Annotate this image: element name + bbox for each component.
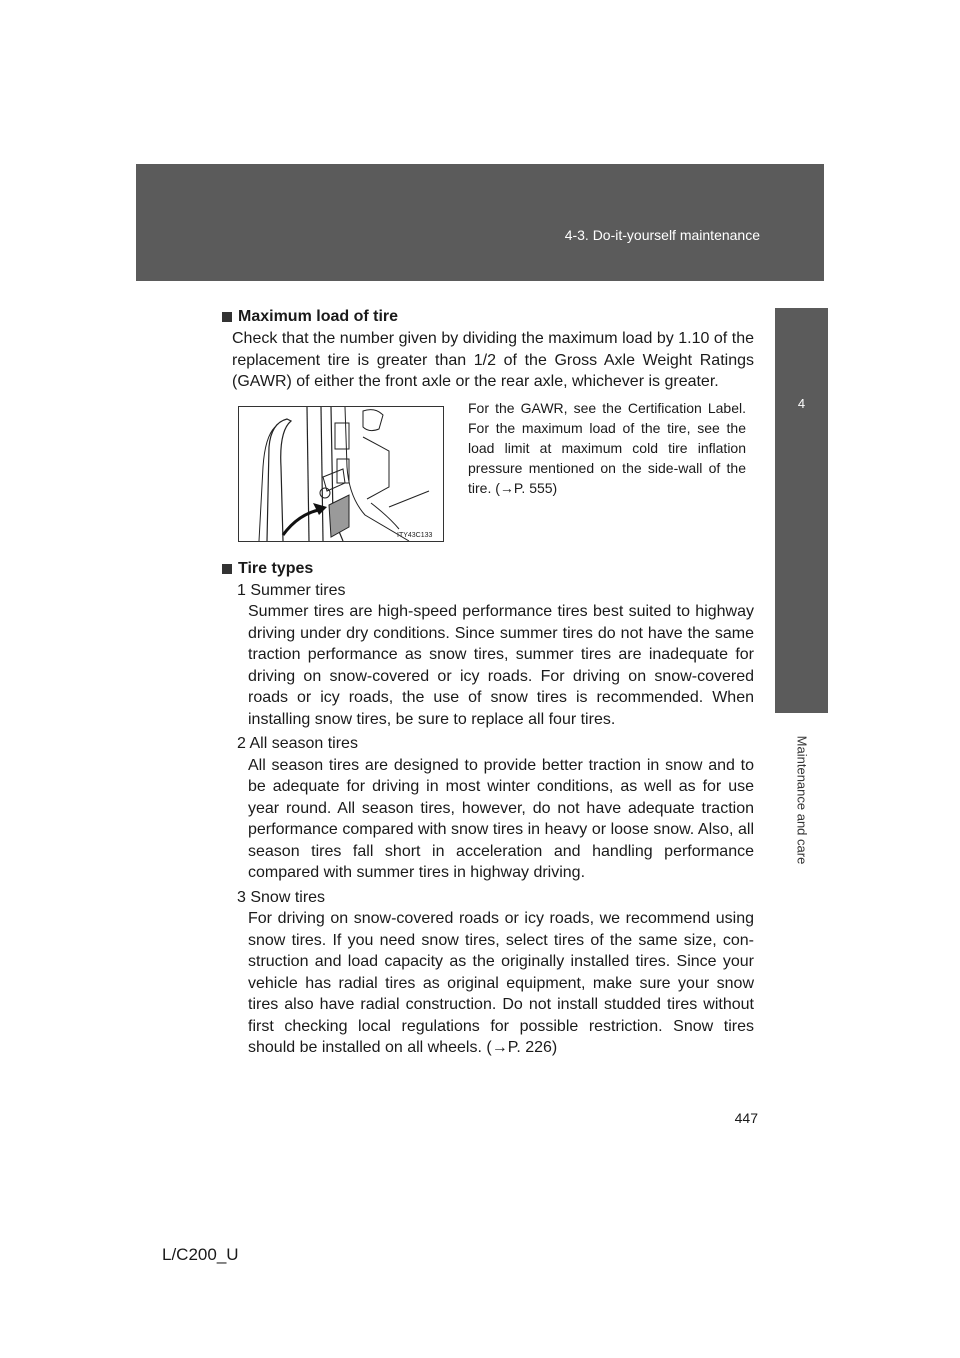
- square-bullet-icon: [222, 312, 232, 322]
- section-max-load: [222, 306, 754, 393]
- item-title: 3 Snow tires: [237, 888, 326, 906]
- footer-code: L/C200_U: [162, 1245, 239, 1264]
- figure-caption: For the GAWR, see the Certification Label. For the maximum load of the tire, see the load limit at maximum cold tire inflation pressure mentioned on the side-wall of the tire. (→P. 555): [468, 399, 746, 496]
- item-text: For driving on snow-covered roads or icy roads, we recommend using snow tires. If you need snow tires, select tires of the same size, con-struction and load capacity as the originally installed tires. Since your vehicle has radial tires as original equipment, make sure your snow tires also have radial construction. Do not install studded tires without first checking local regulations for possible restriction. Snow tires should be installed on all wheels. (→P. 226): [248, 910, 754, 1056]
- page-number: 447: [734, 1110, 758, 1126]
- list-item: [222, 733, 754, 884]
- door-pillar-drawing: [239, 407, 443, 541]
- section-body: Check that the number given by dividing the maximum load by 1.10 of the replacement tire is greater than 1/2 of the Gross Axle Weight Ratings (GAWR) of either the front axle or the rear axle, whichever is greater.: [232, 330, 754, 390]
- section-heading: [222, 558, 754, 580]
- figure-row: [238, 399, 754, 542]
- section-title: 4-3. Do-it-yourself maintenance: [564, 227, 760, 243]
- chapter-label: Maintenance and care: [794, 735, 810, 865]
- chapter-tab: [775, 308, 828, 713]
- list-item: [222, 580, 754, 731]
- item-title: 1 Summer tires: [237, 581, 346, 599]
- list-item: [222, 887, 754, 1059]
- section-heading: [222, 306, 754, 328]
- figure-code: ITY43C133: [397, 531, 433, 539]
- section-heading-text: Tire types: [238, 559, 314, 577]
- section-tire-types: [222, 558, 754, 1059]
- section-heading-text: Maximum load of tire: [238, 308, 399, 326]
- square-bullet-icon: [222, 564, 232, 574]
- chapter-label-wrap: [782, 715, 822, 885]
- section-header: [136, 164, 824, 281]
- door-pillar-label-illustration: [238, 406, 444, 542]
- item-text: Summer tires are high-speed performance tires best suited to highway driving under dry conditions. Since summer tires do not have the same traction performance as snow tires, summer tires are inadequate for driving on snow-covered or icy roads. For driving on snow-covered roads or icy roads, the use of snow tires is recommended. When installing snow tires, be sure to replace all four tires.: [248, 603, 754, 728]
- chapter-number: 4: [797, 396, 806, 411]
- main-content: [222, 306, 754, 1062]
- item-title: 2 All season tires: [237, 735, 358, 752]
- item-text: All season tires are designed to provide better traction in snow and to be adequate for driving in most winter conditions, as well as for use year round. All season tires, however, do not have adequate traction performance compared with snow tires in heavy or loose snow. Also, all season tires fall short in acceleration and handling performance compared with summer tires in highway driving.: [248, 756, 754, 881]
